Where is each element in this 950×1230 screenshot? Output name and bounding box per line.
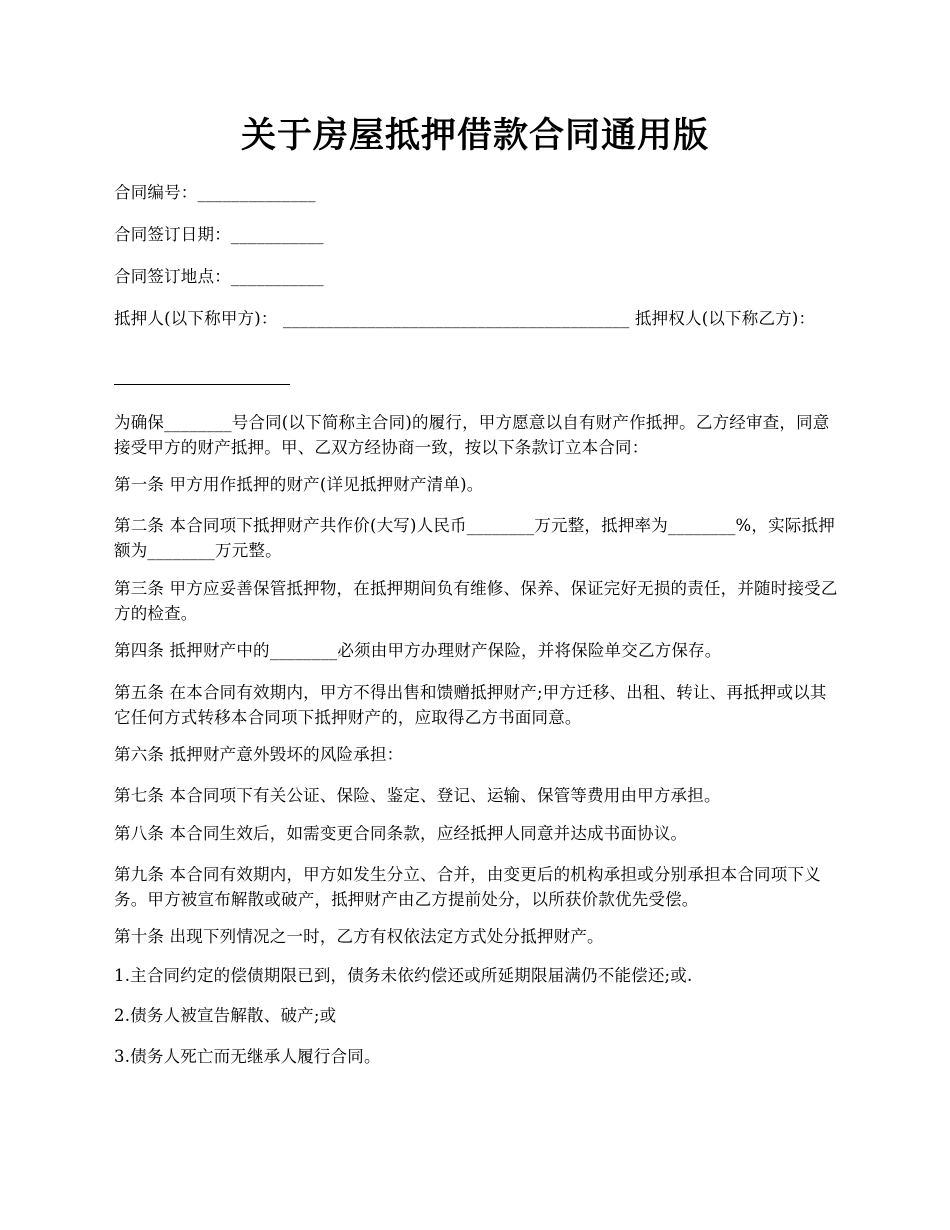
list-item-3: 3.债务人死亡而无继承人履行合同。 (114, 1047, 381, 1066)
blank-underline (114, 384, 290, 385)
article-2: 第二条 本合同项下抵押财产共作价(大写)人民币________万元整，抵押率为________%，实际抵押额为________万元整。 (114, 516, 835, 560)
intro-paragraph: 为确保________号合同(以下简称主合同)的履行，甲方愿意以自有财产作抵押。乙方经审查，同意接受甲方的财产抵押。甲、乙双方经协商一致，按以下条款订立本合同： (114, 413, 830, 457)
article-7: 第七条 本合同项下有关公证、保险、鉴定、登记、运输、保管等费用由甲方承担。 (114, 786, 721, 805)
parties-field: 抵押人(以下称甲方)： _________________________________________ 抵押权人(以下称乙方)： (114, 309, 816, 328)
contract-sign-place-field: 合同签订地点：___________ (114, 267, 324, 286)
article-5: 第五条 在本合同有效期内，甲方不得出售和馈赠抵押财产;甲方迁移、出租、转让、再抵押或以其它任何方式转移本合同项下抵押财产的，应取得乙方书面同意。 (114, 683, 827, 727)
article-1: 第一条 甲方用作抵押的财产(详见抵押财产清单)。 (114, 475, 484, 494)
list-item-2: 2.债务人被宣告解散、破产;或 (114, 1006, 337, 1025)
article-6: 第六条 抵押财产意外毁坏的风险承担： (114, 745, 404, 764)
article-3: 第三条 甲方应妥善保管抵押物，在抵押期间负有维修、保养、保证完好无损的责任，并随时接受乙方的检查。 (114, 579, 838, 623)
contract-sign-date-field: 合同签订日期：___________ (114, 225, 324, 244)
article-4: 第四条 抵押财产中的________必须由甲方办理财产保险，并将保险单交乙方保存。 (114, 641, 722, 660)
article-8: 第八条 本合同生效后，如需变更合同条款，应经抵押人同意并达成书面协议。 (114, 824, 688, 843)
list-item-1: 1.主合同约定的偿债期限已到，债务未依约偿还或所延期限届满仍不能偿还;或. (114, 966, 693, 985)
contract-number-field: 合同编号：______________ (114, 183, 316, 202)
document-title: 关于房屋抵押借款合同通用版 (240, 115, 709, 156)
article-10: 第十条 出现下列情况之一时，乙方有权依法定方式处分抵押财产。 (114, 927, 604, 946)
article-9: 第九条 本合同有效期内，甲方如发生分立、合并，由变更后的机构承担或分别承担本合同项下义务。甲方被宣布解散或破产，抵押财产由乙方提前处分，以所获价款优先受偿。 (114, 865, 821, 909)
